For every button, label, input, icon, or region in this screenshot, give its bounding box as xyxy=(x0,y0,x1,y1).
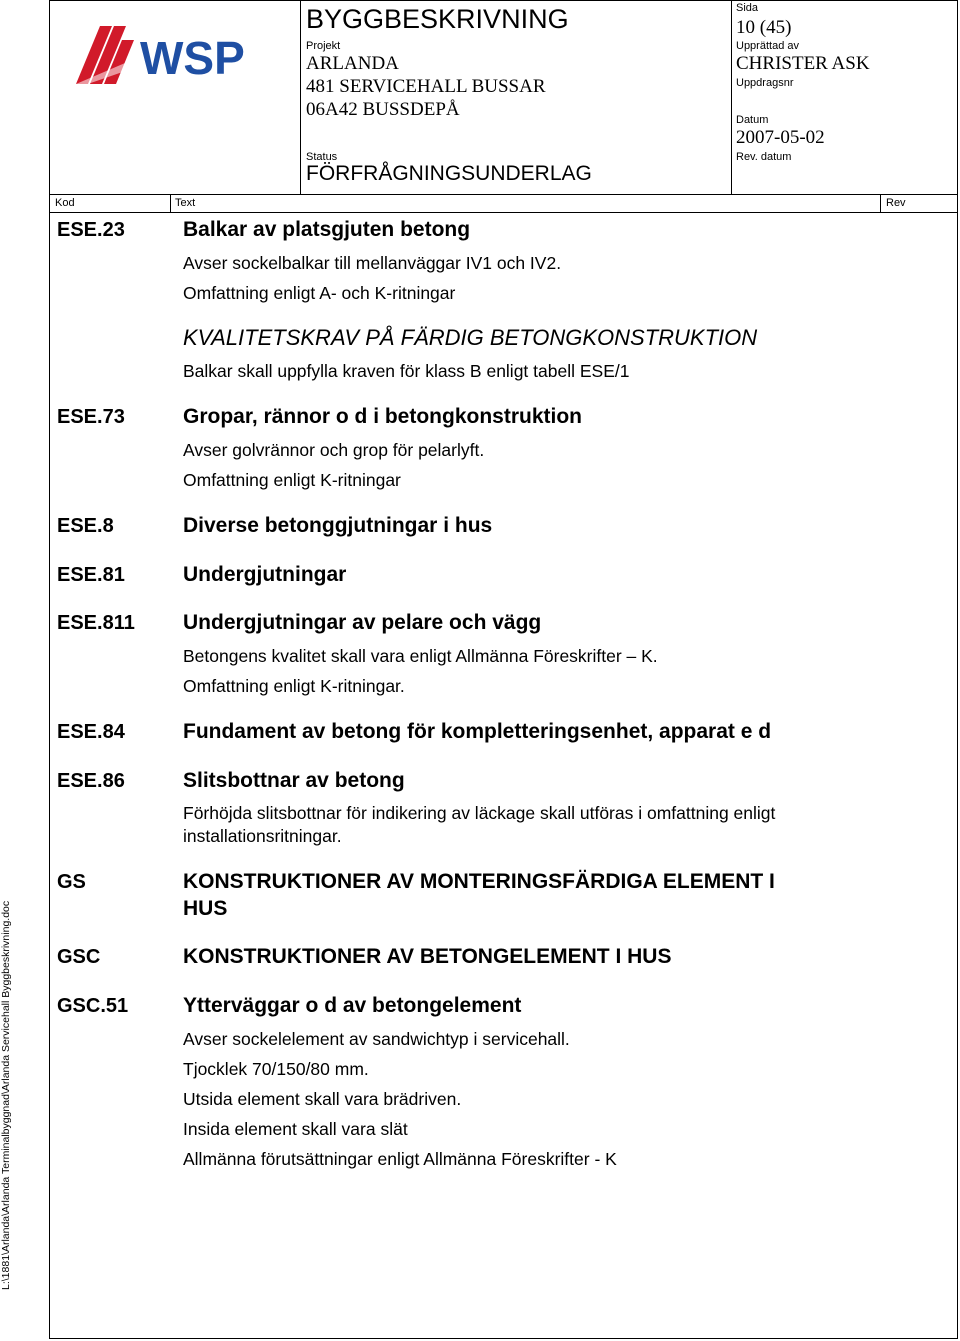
header-divider-right xyxy=(731,0,732,194)
header-divider-left xyxy=(300,0,301,194)
section-heading: Fundament av betong för kompletteringsenhet, apparat e d xyxy=(183,720,772,743)
projekt-line-1: ARLANDA xyxy=(306,53,399,74)
status-value: FÖRFRÅGNINGSUNDERLAG xyxy=(306,162,592,185)
sida-label: Sida xyxy=(736,2,759,14)
section-heading: Slitsbottnar av betong xyxy=(183,769,405,792)
section-heading: Undergjutningar xyxy=(183,563,347,586)
section-subheading: KVALITETSKRAV PÅ FÄRDIG BETONGKONSTRUKTION xyxy=(183,325,758,350)
file-path: L:\1881\Arlanda\Arlanda Terminalbyggnad\Arlanda Servicehall Byggbeskrivning.doc xyxy=(0,900,12,1290)
section-code: GS xyxy=(57,871,86,893)
section-heading: Gropar, rännor o d i betongkonstruktion xyxy=(183,405,583,428)
section-code: ESE.811 xyxy=(57,612,135,634)
section-line: Balkar skall uppfylla kraven för klass B enligt tabell ESE/1 xyxy=(183,361,630,381)
wsp-logo xyxy=(72,24,262,86)
section-code: ESE.81 xyxy=(57,564,125,586)
section-line: installationsritningar. xyxy=(183,826,342,846)
section-code: GSC.51 xyxy=(57,995,129,1017)
sida-value: 10 (45) xyxy=(736,17,792,38)
section-line: Omfattning enligt K-ritningar. xyxy=(183,676,405,696)
section-line: Tjocklek 70/150/80 mm. xyxy=(183,1059,369,1079)
text-column-divider xyxy=(170,194,171,212)
upprattad-label: Upprättad av xyxy=(736,40,799,52)
section-heading: HUS xyxy=(183,897,228,920)
projekt-label: Projekt xyxy=(306,40,341,52)
header-top-border xyxy=(49,0,958,1)
section-line: Utsida element skall vara brädriven. xyxy=(183,1089,462,1109)
column-text: Text xyxy=(175,197,196,209)
datum-label: Datum xyxy=(736,114,769,126)
rev-column-divider xyxy=(880,194,881,212)
section-code: ESE.86 xyxy=(57,770,125,792)
logo-text: WSP xyxy=(140,32,245,84)
section-code: ESE.23 xyxy=(57,219,125,241)
section-code: ESE.8 xyxy=(57,515,114,537)
status-label: Status xyxy=(306,151,338,163)
uppdragsnr-label: Uppdragsnr xyxy=(736,77,794,89)
section-heading: KONSTRUKTIONER AV MONTERINGSFÄRDIGA ELEMENT I xyxy=(183,870,775,893)
section-code: GSC xyxy=(57,946,101,968)
datum-value: 2007-05-02 xyxy=(736,127,825,148)
section-line: Avser sockelelement av sandwichtyp i servicehall. xyxy=(183,1029,570,1049)
section-heading: Balkar av platsgjuten betong xyxy=(183,218,471,241)
rev-datum-label: Rev. datum xyxy=(736,151,792,163)
section-code: ESE.73 xyxy=(57,406,125,428)
section-heading: KONSTRUKTIONER AV BETONGELEMENT I HUS xyxy=(183,945,672,968)
header-bottom-border xyxy=(49,194,958,195)
section-code: ESE.84 xyxy=(57,721,125,743)
document-title: BYGGBESKRIVNING xyxy=(306,4,569,34)
projekt-line-2: 481 SERVICEHALL BUSSAR xyxy=(306,76,546,97)
section-line: Avser sockelbalkar till mellanväggar IV1 och IV2. xyxy=(183,253,562,273)
section-line: Allmänna förutsättningar enligt Allmänna Föreskrifter - K xyxy=(183,1149,617,1169)
upprattad-value: CHRISTER ASK xyxy=(736,53,870,74)
section-line: Betongens kvalitet skall vara enligt Allmänna Föreskrifter – K. xyxy=(183,646,658,666)
section-line: Omfattning enligt A- och K-ritningar xyxy=(183,283,456,303)
section-line: Omfattning enligt K-ritningar xyxy=(183,470,401,490)
section-line: Förhöjda slitsbottnar för indikering av läckage skall utföras i omfattning enligt xyxy=(183,803,776,823)
logo-mark-icon xyxy=(76,26,134,86)
section-heading: Undergjutningar av pelare och vägg xyxy=(183,611,542,634)
section-line: Insida element skall vara slät xyxy=(183,1119,408,1139)
column-header-bottom xyxy=(49,212,958,213)
section-heading: Diverse betonggjutningar i hus xyxy=(183,514,493,537)
section-line: Avser golvrännor och grop för pelarlyft. xyxy=(183,440,485,460)
projekt-line-3: 06A42 BUSSDEPÅ xyxy=(306,99,460,120)
column-rev: Rev xyxy=(886,197,906,209)
section-heading: Ytterväggar o d av betongelement xyxy=(183,994,522,1017)
column-kod: Kod xyxy=(55,197,75,209)
